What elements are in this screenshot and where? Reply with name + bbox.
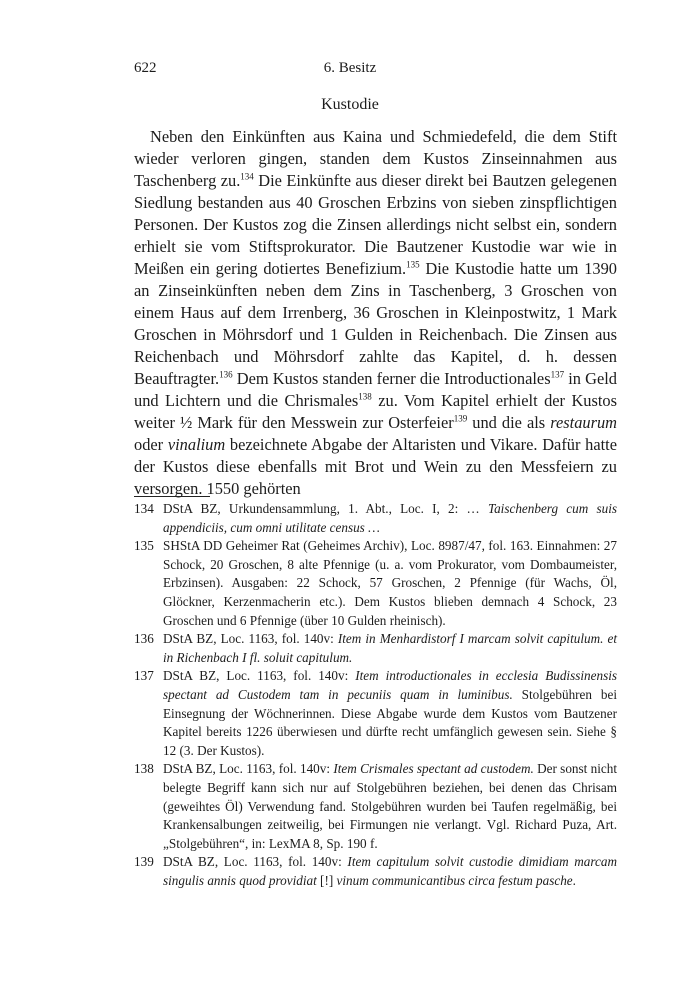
footnote-reference: 137 [550, 369, 565, 380]
page-number: 622 [134, 60, 157, 76]
footnote-quote: Item capitulum solvit custodie dimidiam marcam singulis annis quod providiat [163, 854, 617, 888]
footnote-text-run: Der sonst nicht belegte Begriff kann sich nur auf Stolgebühren beziehen, bei denen das Chrisam (geweihtes Öl) Verwendung fand. Stolgebühren wurden bei Taufen regelmäßig, bei Krankensalbungen zeitweilig, bei Firmungen nie verlangt. Vgl. Richard Puza, Art. „Stolgebühren“, in: LexMA 8, Sp. 190 f. [163, 761, 617, 851]
latin-term: restaurum [550, 413, 617, 432]
footnote-quote: vinum communicantibus circa festum pasche [336, 872, 573, 888]
paragraph [134, 126, 617, 500]
footnote-text-run: DStA BZ, Loc. 1163, fol. 140v: [163, 668, 356, 684]
footnote-137 [134, 667, 617, 760]
text-run: oder [134, 435, 168, 454]
footnote-text-run: . [572, 872, 576, 888]
text-run: in Geld und Lichtern und die Chrismales [134, 369, 617, 410]
footnote-136 [134, 630, 617, 667]
footnote-text [163, 667, 617, 760]
footnote-text: SHStA DD Geheimer Rat (Geheimes Archiv), Loc. 8987/47, fol. 163. Einnahmen: 27 Schock, 20 Groschen, 8 alte Pfennige (u. a. vom Prokurator, vom Dombaumeister, Erbzinsen). Ausgaben: 22 Schock, 57 Groschen, 2 Pfennige (für Wachs, Öl, Glöckner, Kerzenmacherin etc.). Dem Kustos blieben demnach 4 Schock, 23 Groschen und 6 Pfennige (über 10 Gulden rheinisch). [163, 538, 617, 628]
running-head: 6. Besitz [323, 60, 377, 76]
footnote-number: 138 [134, 761, 154, 777]
footnote-134 [134, 500, 617, 537]
footnote-quote: Item in Menhardistorf I marcam solvit capitulum. et in Richenbach I fl. soluit capitulum. [163, 631, 617, 665]
footnote-text-run: DStA BZ, Loc. 1163, fol. 140v: [163, 631, 338, 647]
text-run: und die als [467, 413, 551, 432]
footnote-text-run: Stolgebühren bei Einsegnung der Wöchnerinnen. Diese Abgabe wurde dem Kustos vom Bautzener Kapitel bereits 1226 überwiesen und dürfte recht umfänglich gewesen sein. Siehe § 12 (3. Der Kustos). [163, 686, 617, 758]
footnote-reference: 138 [358, 391, 372, 402]
footnote-quote: Taischenberg cum suis appendiciis, cum omni utilitate census … [163, 501, 617, 535]
latin-term: vinalium [167, 435, 226, 454]
text-run: Neben den Einkünften aus Kaina und Schmiedefeld, die dem Stift wieder verloren gingen, standen dem Kustos Zinseinnahmen aus Taschenberg zu. [134, 127, 617, 190]
footnote-reference: 139 [453, 413, 468, 424]
text-run: Dem Kustos standen ferner die Introductionales [232, 369, 551, 388]
footnote-number: 139 [134, 854, 154, 870]
footnote-text [163, 630, 617, 667]
footnote-text-run: DStA BZ, Urkundensammlung, 1. Abt., Loc. I, 2: … [163, 501, 488, 516]
footnote-reference: 135 [406, 259, 420, 270]
footnote-text-run: DStA BZ, Loc. 1163, fol. 140v: [163, 854, 348, 870]
footnote-139 [134, 853, 617, 890]
text-run: Die Kustodie hatte um 1390 an Zinseinkünften neben dem Zins in Taschenberg, 3 Groschen von einem Haus auf dem Irrenberg, 36 Groschen in Kleinpostwitz, 1 Mark Groschen in Möhrsdorf und 1 Gulden in Reichenbach. Die Zinsen aus Reichenbach und Möhrsdorf zahlte das Kapitel, d. h. dessen Beauftragter. [134, 259, 617, 388]
main-text [134, 126, 617, 500]
footnote-number: 137 [134, 668, 154, 684]
footnote-138 [134, 760, 617, 853]
footnote-text [163, 853, 617, 890]
footnotes [134, 500, 617, 890]
footnote-reference: 136 [219, 369, 233, 380]
footnote-reference: 134 [240, 171, 254, 182]
footnote-text-run: [!] [316, 872, 337, 888]
footnote-quote: Item Crismales spectant ad custodem. [333, 761, 534, 777]
footnote-135 [134, 537, 617, 630]
footnote-quote: Item introductionales in ecclesia Budissinensis spectant ad Custodem tam in pecuniis quam in luminibus. [163, 668, 617, 702]
footnote-text-run: DStA BZ, Loc. 1163, fol. 140v: [163, 761, 334, 777]
footnote-number: 134 [134, 501, 154, 516]
footnote-text [163, 760, 617, 853]
section-title: Kustodie [321, 96, 379, 113]
text-run: bezeichnete Abgabe der Altaristen und Vikare. Dafür hatte der Kustos diese ebenfalls mit Brot und Wein zu den Messfeiern zu versorgen. 1550 gehörten [134, 435, 617, 498]
footnote-number: 135 [134, 538, 154, 554]
text-run: Die Einkünfte aus dieser direkt bei Bautzen gelegenen Siedlung bestanden aus 40 Groschen Erbzins von sieben zinspflichtigen Personen. Der Kustos zog die Zinsen allerdings nicht selbst ein, sondern erhielt sie vom Stiftsprokurator. Die Bautzener Kustodie war wie in Meißen ein gering dotiertes Benefizium. [134, 171, 617, 278]
text-run: zu. Vom Kapitel erhielt der Kustos weiter ½ Mark für den Messwein zur Osterfeier [134, 391, 618, 432]
footnote-number: 136 [134, 631, 154, 647]
footnote-text [163, 500, 617, 537]
footnote-separator [134, 496, 210, 497]
